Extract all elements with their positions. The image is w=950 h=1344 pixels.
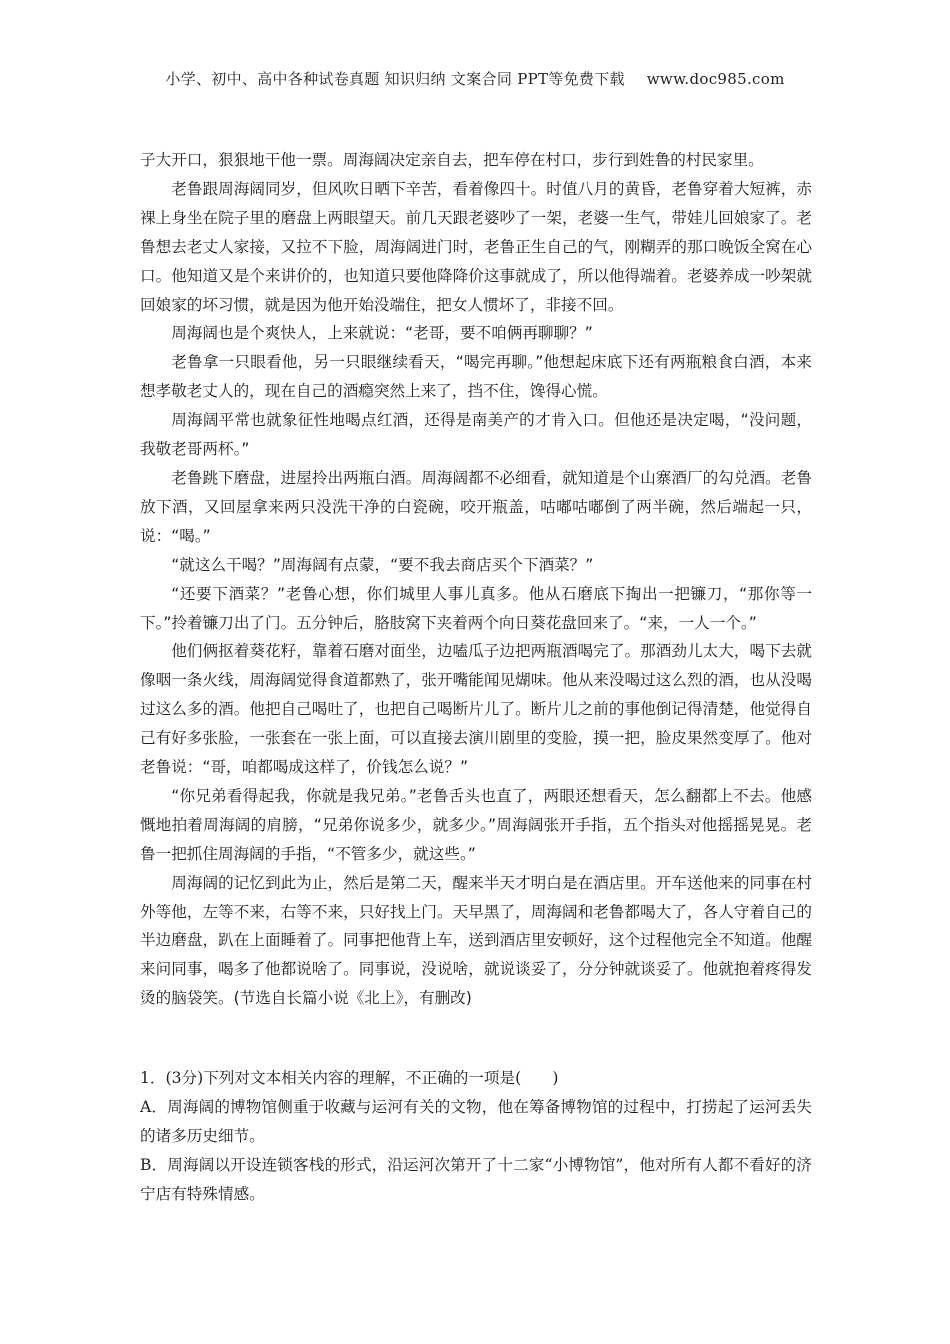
page-header <box>0 68 950 89</box>
option-b: B．周海阔以开设连锁客栈的形式，沿运河次第开了十二家“小博物馆”，他对所有人都不看好的济宁店有特殊情感。 <box>140 1155 812 1203</box>
passage-paragraph: “还要下酒菜？”老鲁心想，你们城里人事儿真多。他从石磨底下掏出一把镰刀，“那你等一下。”拎着镰刀出了门。五分钟后，胳肢窝下夹着两个向日葵花盘回来了。“来，一人一个。” <box>140 584 812 632</box>
passage-paragraph: 老鲁跟周海阔同岁，但风吹日晒下辛苦，看着像四十。时值八月的黄昏，老鲁穿着大短裤，赤裸上身坐在院子里的磨盘上两眼望天。前几天跟老婆吵了一架，老婆一生气，带娃儿回娘家了。老鲁想去老丈人家接，又拉不下脸，周海阔进门时，老鲁正生自己的气，刚糊弄的那口晚饭全窝在心口。他知道又是个来讲价的，也知道只要他降降价这事就成了，所以他得端着。老婆养成一吵架就回娘家的坏习惯，就是因为他开始没端住，把女人惯坏了，非接不回。 <box>140 179 812 314</box>
passage-paragraph: 周海阔也是个爽快人，上来就说：“老哥，要不咱俩再聊聊？” <box>171 324 593 343</box>
option-a: A．周海阔的博物馆侧重于收藏与运河有关的文物，他在筹备博物馆的过程中，打捞起了运河丢失的诸多历史细节。 <box>140 1097 812 1145</box>
passage-paragraph: “就这么干喝？”周海阔有点蒙，“要不我去商店买个下酒菜？” <box>171 555 594 574</box>
header-text: 小学、初中、高中各种试卷真题 知识归纳 文案合同 PPT等免费下载 <box>165 70 625 88</box>
passage-paragraph: 周海阔平常也就象征性地喝点红酒，还得是南美产的才肯入口。但他还是决定喝，“没问题，我敬老哥两杯。” <box>140 411 812 459</box>
passage-paragraph: “你兄弟看得起我，你就是我兄弟。”老鲁舌头也直了，两眼还想看天，怎么翻都上不去。他感慨地拍着周海阔的肩膀，“兄弟你说多少，就多少。”周海阔张开手指，五个指头对他摇摇晃晃。老鲁一把抓住周海阔的手指，“不管多少，就这些。” <box>140 786 812 863</box>
question-stem: 1．(3分)下列对文本相关内容的理解，不正确的一项是( ) <box>140 1069 559 1087</box>
passage-paragraph: 他们俩抠着葵花籽，靠着石磨对面坐，边嗑瓜子边把两瓶酒喝完了。那酒劲儿太大，喝下去就像咽一条火线，周海阔觉得食道都熟了，张开嘴能闻见煳味。他从来没喝过这么烈的酒，也从没喝过这么多的酒。他把自己喝吐了，也把自己喝断片儿了。断片儿之前的事他倒记得清楚，他觉得自己有好多张脸，一张套在一张上面，可以直接去演川剧里的变脸，摸一把，脸皮果然变厚了。他对老鲁说：“哥，咱都喝成这样了，价钱怎么说？” <box>140 642 812 777</box>
passage-paragraph: 老鲁跳下磨盘，进屋拎出两瓶白酒。周海阔都不必细看，就知道是个山寨酒厂的勾兑酒。老鲁放下酒，又回屋拿来两只没洗干净的白瓷碗，咬开瓶盖，咕嘟咕嘟倒了两半碗，然后端起一只，说：“喝。” <box>140 468 812 545</box>
passage-paragraph: 子大开口，狠狠地干他一票。周海阔决定亲自去，把车停在村口，步行到姓鲁的村民家里。 <box>140 151 764 169</box>
passage-paragraph: 周海阔的记忆到此为止，然后是第二天，醒来半天才明白是在酒店里。开车送他来的同事在村外等他，左等不来，右等不来，只好找上门。天早黑了，周海阔和老鲁都喝大了，各人守着自己的半边磨盘，趴在上面睡着了。同事把他背上车，送到酒店里安顿好，这个过程他完全不知道。他醒来问同事，喝多了他都说啥了。同事说，没说啥，就说谈妥了，分分钟就谈妥了。他就抱着疼得发烫的脑袋笑。(节选自长篇小说《北上》，有删改) <box>140 873 812 1008</box>
story-passage <box>140 146 812 1013</box>
header-site-link[interactable]: www.doc985.com <box>646 70 785 88</box>
passage-paragraph: 老鲁拿一只眼看他，另一只眼继续看天，“喝完再聊。”他想起床底下还有两瓶粮食白酒，本来想孝敬老丈人的，现在自己的酒瘾突然上来了，挡不住，馋得心慌。 <box>140 353 812 401</box>
question-section <box>140 1064 812 1209</box>
